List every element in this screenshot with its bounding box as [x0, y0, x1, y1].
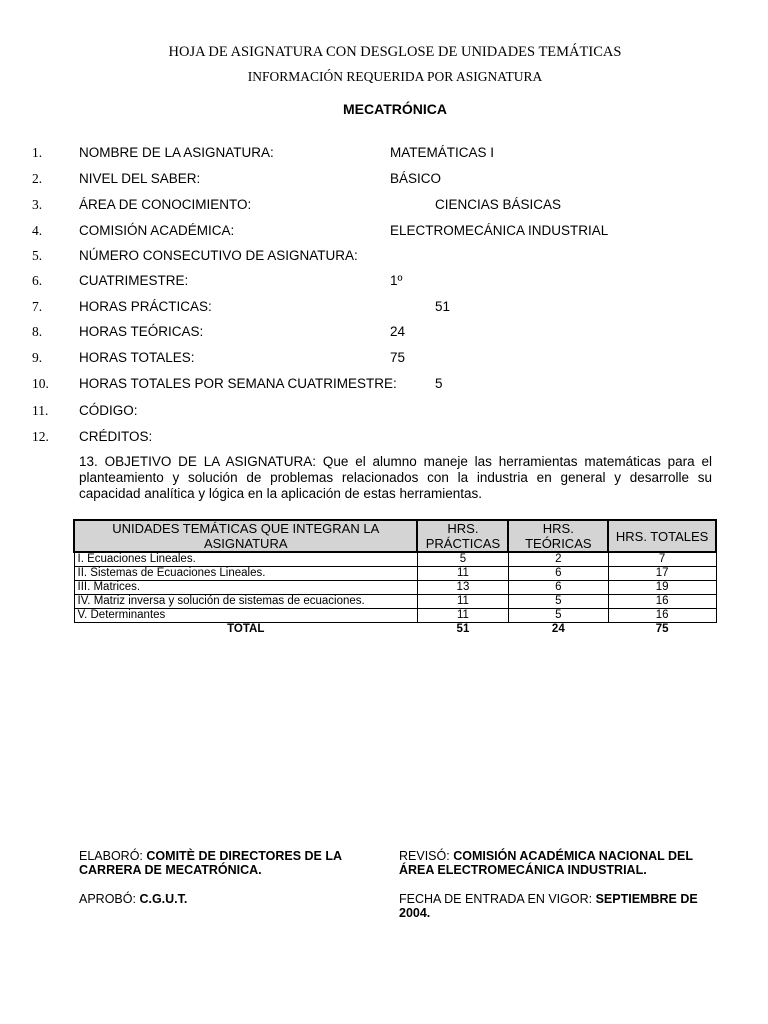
field-number: 8. [32, 324, 43, 339]
header-total-hours: HRS. TOTALES [608, 520, 716, 552]
field-value: MATEMÁTICAS I [390, 145, 495, 160]
unit-theory: 6 [508, 567, 608, 581]
unit-theory: 2 [508, 552, 608, 567]
unit-practical: 13 [417, 581, 508, 595]
field-row [0, 376, 768, 396]
field-value: ELECTROMECÁNICA INDUSTRIAL [390, 223, 609, 238]
unit-total: 17 [608, 567, 716, 581]
aprobo-block [79, 892, 369, 906]
field-number: 3. [32, 197, 43, 212]
field-row [0, 350, 768, 370]
unit-name: IV. Matriz inversa y solución de sistemas de ecuaciones. [74, 595, 417, 609]
unit-theory: 5 [508, 595, 608, 609]
field-row [0, 324, 768, 344]
unit-name: I. Ecuaciones Lineales. [74, 552, 417, 567]
objective-number: 13. [79, 454, 98, 469]
unit-theory: 6 [508, 581, 608, 595]
unit-name: V. Determinantes [74, 609, 417, 623]
total-theory: 24 [551, 623, 565, 635]
unit-practical: 5 [417, 552, 508, 567]
elaboro-block [79, 849, 369, 877]
table-row [74, 552, 716, 567]
field-number: 12. [32, 429, 49, 444]
units-table [73, 519, 717, 635]
reviso-label: REVISÓ: [399, 849, 450, 863]
field-number: 9. [32, 350, 43, 365]
field-label: HORAS PRÁCTICAS: [79, 299, 212, 314]
field-number: 10. [32, 376, 49, 391]
field-number: 11. [32, 403, 49, 418]
unit-total: 16 [608, 609, 716, 623]
field-row [0, 197, 768, 217]
header-practical-hours: HRS. PRÁCTICAS [417, 520, 508, 552]
field-label: NOMBRE DE LA ASIGNATURA: [79, 145, 274, 160]
career-title: MECATRÓNICA [343, 101, 447, 117]
field-row [0, 429, 768, 449]
table-row [74, 609, 716, 623]
field-label: CRÉDITOS: [79, 429, 153, 444]
field-value: BÁSICO [390, 171, 442, 186]
field-row [0, 223, 768, 243]
fecha-label: FECHA DE ENTRADA EN VIGOR: [399, 892, 593, 906]
field-label: NÚMERO CONSECUTIVO DE ASIGNATURA: [79, 248, 358, 263]
header-theory-hours: HRS. TEÓRICAS [508, 520, 608, 552]
field-label: CÓDIGO: [79, 403, 138, 418]
unit-practical: 11 [417, 567, 508, 581]
field-number: 5. [32, 248, 43, 263]
unit-practical: 11 [417, 595, 508, 609]
field-number: 2. [32, 171, 43, 186]
field-row [0, 403, 768, 423]
unit-name: III. Matrices. [74, 581, 417, 595]
reviso-value: COMISIÓN ACADÉMICA NACIONAL DEL ÁREA ELECTROMECÁNICA INDUSTRIAL. [399, 849, 693, 877]
total-row [74, 623, 716, 636]
objective-text: OBJETIVO DE LA ASIGNATURA: Que el alumno maneje las herramientas matemáticas para el planteamiento y solución de problemas relacionados con la industria en general y desarrolle su capacidad analítica y lógica en la aplicación de estas herramientas. [79, 454, 712, 501]
field-value: 75 [390, 350, 406, 365]
field-label: COMISIÓN ACADÉMICA: [79, 223, 235, 238]
table-row [74, 595, 716, 609]
table-row [74, 567, 716, 581]
field-row [0, 248, 768, 268]
aprobo-label: APROBÓ: [79, 892, 136, 906]
unit-total: 16 [608, 595, 716, 609]
total-practical: 51 [456, 623, 470, 635]
field-number: 4. [32, 223, 43, 238]
aprobo-value: C.G.U.T. [139, 892, 188, 906]
table-row [74, 581, 716, 595]
header-units: UNIDADES TEMÁTICAS QUE INTEGRAN LA ASIGNATURA [74, 520, 417, 552]
unit-total: 19 [608, 581, 716, 595]
elaboro-label: ELABORÓ: [79, 849, 143, 863]
objective-paragraph [79, 454, 712, 502]
fecha-value: SEPTIEMBRE DE 2004. [399, 892, 698, 920]
unit-theory: 5 [508, 609, 608, 623]
unit-name: II. Sistemas de Ecuaciones Lineales. [74, 567, 417, 581]
field-value: 51 [435, 299, 451, 314]
field-value: CIENCIAS BÁSICAS [435, 197, 562, 212]
total-label: TOTAL [227, 623, 265, 635]
field-label: HORAS TEÓRICAS: [79, 324, 204, 339]
document-subtitle: INFORMACIÓN REQUERIDA POR ASIGNATURA [247, 69, 543, 84]
field-row [0, 273, 768, 293]
field-number: 6. [32, 273, 43, 288]
elaboro-value: COMITÈ DE DIRECTORES DE LA CARRERA DE MECATRÓNICA. [79, 849, 342, 877]
reviso-block [399, 849, 719, 877]
field-label: HORAS TOTALES POR SEMANA CUATRIMESTRE: [79, 376, 397, 391]
field-label: CUATRIMESTRE: [79, 273, 189, 288]
field-label: ÁREA DE CONOCIMIENTO: [79, 197, 252, 212]
field-row [0, 145, 768, 165]
field-number: 1. [32, 145, 43, 160]
unit-total: 7 [608, 552, 716, 567]
field-value: 1º [390, 273, 403, 288]
field-value: 24 [390, 324, 406, 339]
total-hours: 75 [655, 623, 669, 635]
unit-practical: 11 [417, 609, 508, 623]
document-title: HOJA DE ASIGNATURA CON DESGLOSE DE UNIDADES TEMÁTICAS [168, 44, 622, 60]
fecha-block [399, 892, 719, 920]
field-value: 5 [435, 376, 443, 391]
field-label: HORAS TOTALES: [79, 350, 195, 365]
field-label: NIVEL DEL SABER: [79, 171, 201, 186]
table-header-row [74, 520, 716, 552]
field-row [0, 299, 768, 319]
field-number: 7. [32, 299, 43, 314]
field-row [0, 171, 768, 191]
